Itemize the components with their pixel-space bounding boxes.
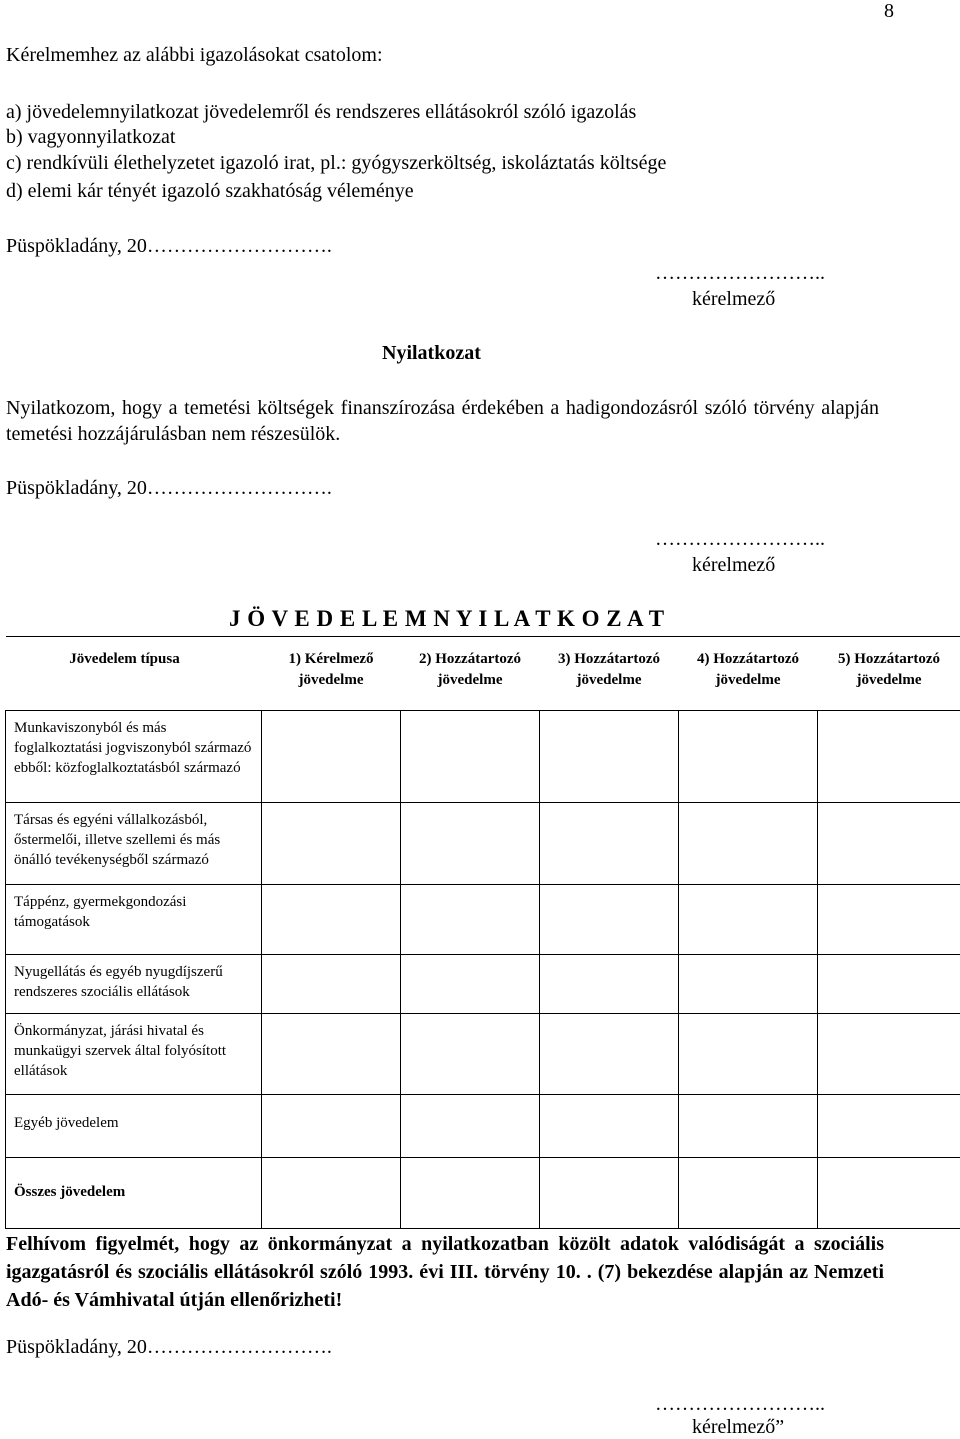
table-row	[6, 1158, 960, 1229]
declaration-title: Nyilatkozat	[382, 342, 481, 365]
income-cell[interactable]	[540, 711, 679, 803]
income-cell[interactable]	[262, 803, 401, 885]
income-cell[interactable]	[540, 1014, 679, 1095]
table-row	[6, 1095, 960, 1158]
income-cell[interactable]	[262, 711, 401, 803]
attachment-item-b: b) vagyonnyilatkozat	[6, 126, 175, 149]
page-number: 8	[884, 0, 894, 23]
income-cell[interactable]	[262, 1014, 401, 1095]
attachment-item-a: a) jövedelemnyilatkozat jövedelemről és rendszeres ellátásokról szóló igazolás	[6, 101, 636, 124]
date-line-1: Püspökladány, 20……………………….	[6, 235, 332, 258]
income-cell[interactable]	[401, 1158, 540, 1229]
row-label-employment: Munkaviszonyból és más foglalkoztatási jogviszonyból származó ebből: közfoglalkoztatásból származó	[6, 711, 262, 803]
income-cell[interactable]	[818, 955, 960, 1014]
signature-label-2: kérelmező	[692, 554, 775, 577]
header-relative-2-income: 2) Hozzátartozó jövedelme	[401, 637, 540, 711]
income-cell[interactable]	[679, 1095, 818, 1158]
income-cell[interactable]	[679, 885, 818, 955]
income-cell[interactable]	[679, 955, 818, 1014]
income-cell[interactable]	[401, 885, 540, 955]
income-cell[interactable]	[818, 1095, 960, 1158]
signature-dots-2: ……………………..	[610, 528, 870, 551]
income-cell[interactable]	[818, 711, 960, 803]
row-label-other-income: Egyéb jövedelem	[6, 1095, 262, 1158]
income-cell[interactable]	[540, 1158, 679, 1229]
row-label-total-income: Összes jövedelem	[6, 1158, 262, 1229]
table-row	[6, 711, 960, 803]
header-applicant-income: 1) Kérelmező jövedelme	[262, 637, 401, 711]
income-cell[interactable]	[262, 955, 401, 1014]
attachment-item-d: d) elemi kár tényét igazoló szakhatóság véleménye	[6, 180, 414, 203]
date-line-2: Püspökladány, 20……………………….	[6, 477, 332, 500]
income-cell[interactable]	[540, 803, 679, 885]
signature-label-3: kérelmező”	[692, 1416, 784, 1439]
header-relative-4-income: 4) Hozzátartozó jövedelme	[679, 637, 818, 711]
income-cell[interactable]	[262, 1158, 401, 1229]
header-income-type: Jövedelem típusa	[6, 637, 262, 711]
header-relative-3-income: 3) Hozzátartozó jövedelme	[540, 637, 679, 711]
income-cell[interactable]	[401, 803, 540, 885]
income-cell[interactable]	[679, 803, 818, 885]
income-cell[interactable]	[401, 1014, 540, 1095]
row-label-pension: Nyugellátás és egyéb nyugdíjszerű rendszeres szociális ellátások	[6, 955, 262, 1014]
signature-dots-3: ……………………..	[610, 1393, 870, 1416]
declaration-text: Nyilatkozom, hogy a temetési költségek finanszírozása érdekében a hadigondozásról szóló törvény alapján temetési hozzájárulásban nem részesülök.	[6, 395, 879, 447]
signature-dots-1: ……………………..	[610, 262, 870, 285]
row-label-enterprise: Társas és egyéni vállalkozásból, őstermelői, illetve szellemi és más önálló tevékenységből származó	[6, 803, 262, 885]
income-cell[interactable]	[679, 711, 818, 803]
income-cell[interactable]	[401, 711, 540, 803]
income-cell[interactable]	[540, 955, 679, 1014]
income-cell[interactable]	[262, 1095, 401, 1158]
header-relative-5-income: 5) Hozzátartozó jövedelme	[818, 637, 960, 711]
attachment-item-c: c) rendkívüli élethelyzetet igazoló irat, pl.: gyógyszerköltség, iskoláztatás költsége	[6, 152, 666, 175]
income-table-title: J Ö V E D E L E M N Y I L A T K O Z A T	[229, 606, 665, 632]
date-line-3: Püspökladány, 20……………………….	[6, 1336, 332, 1359]
income-cell[interactable]	[818, 1158, 960, 1229]
signature-label-1: kérelmező	[692, 288, 775, 311]
income-cell[interactable]	[401, 955, 540, 1014]
income-cell[interactable]	[818, 1014, 960, 1095]
table-row	[6, 803, 960, 885]
income-table	[5, 636, 960, 1229]
income-cell[interactable]	[540, 1095, 679, 1158]
income-cell[interactable]	[818, 885, 960, 955]
income-cell[interactable]	[679, 1014, 818, 1095]
warning-text: Felhívom figyelmét, hogy az önkormányzat a nyilatkozatban közölt adatok valódiságát a szociális igazgatásról és szociális ellátásokról szóló 1993. évi III. törvény 10. . (7) bekezdése alapján az Nemzeti Adó- és Vámhivatal útján ellenőrizheti!	[6, 1230, 884, 1314]
row-label-municipal-benefits: Önkormányzat, járási hivatal és munkaügyi szervek által folyósított ellátások	[6, 1014, 262, 1095]
table-row	[6, 955, 960, 1014]
attachments-intro: Kérelmemhez az alábbi igazolásokat csatolom:	[6, 44, 383, 67]
table-header-row	[6, 637, 960, 711]
income-cell[interactable]	[679, 1158, 818, 1229]
table-row	[6, 885, 960, 955]
income-cell[interactable]	[818, 803, 960, 885]
row-label-sick-pay: Táppénz, gyermekgondozási támogatások	[6, 885, 262, 955]
income-cell[interactable]	[540, 885, 679, 955]
income-cell[interactable]	[401, 1095, 540, 1158]
income-cell[interactable]	[262, 885, 401, 955]
table-row	[6, 1014, 960, 1095]
